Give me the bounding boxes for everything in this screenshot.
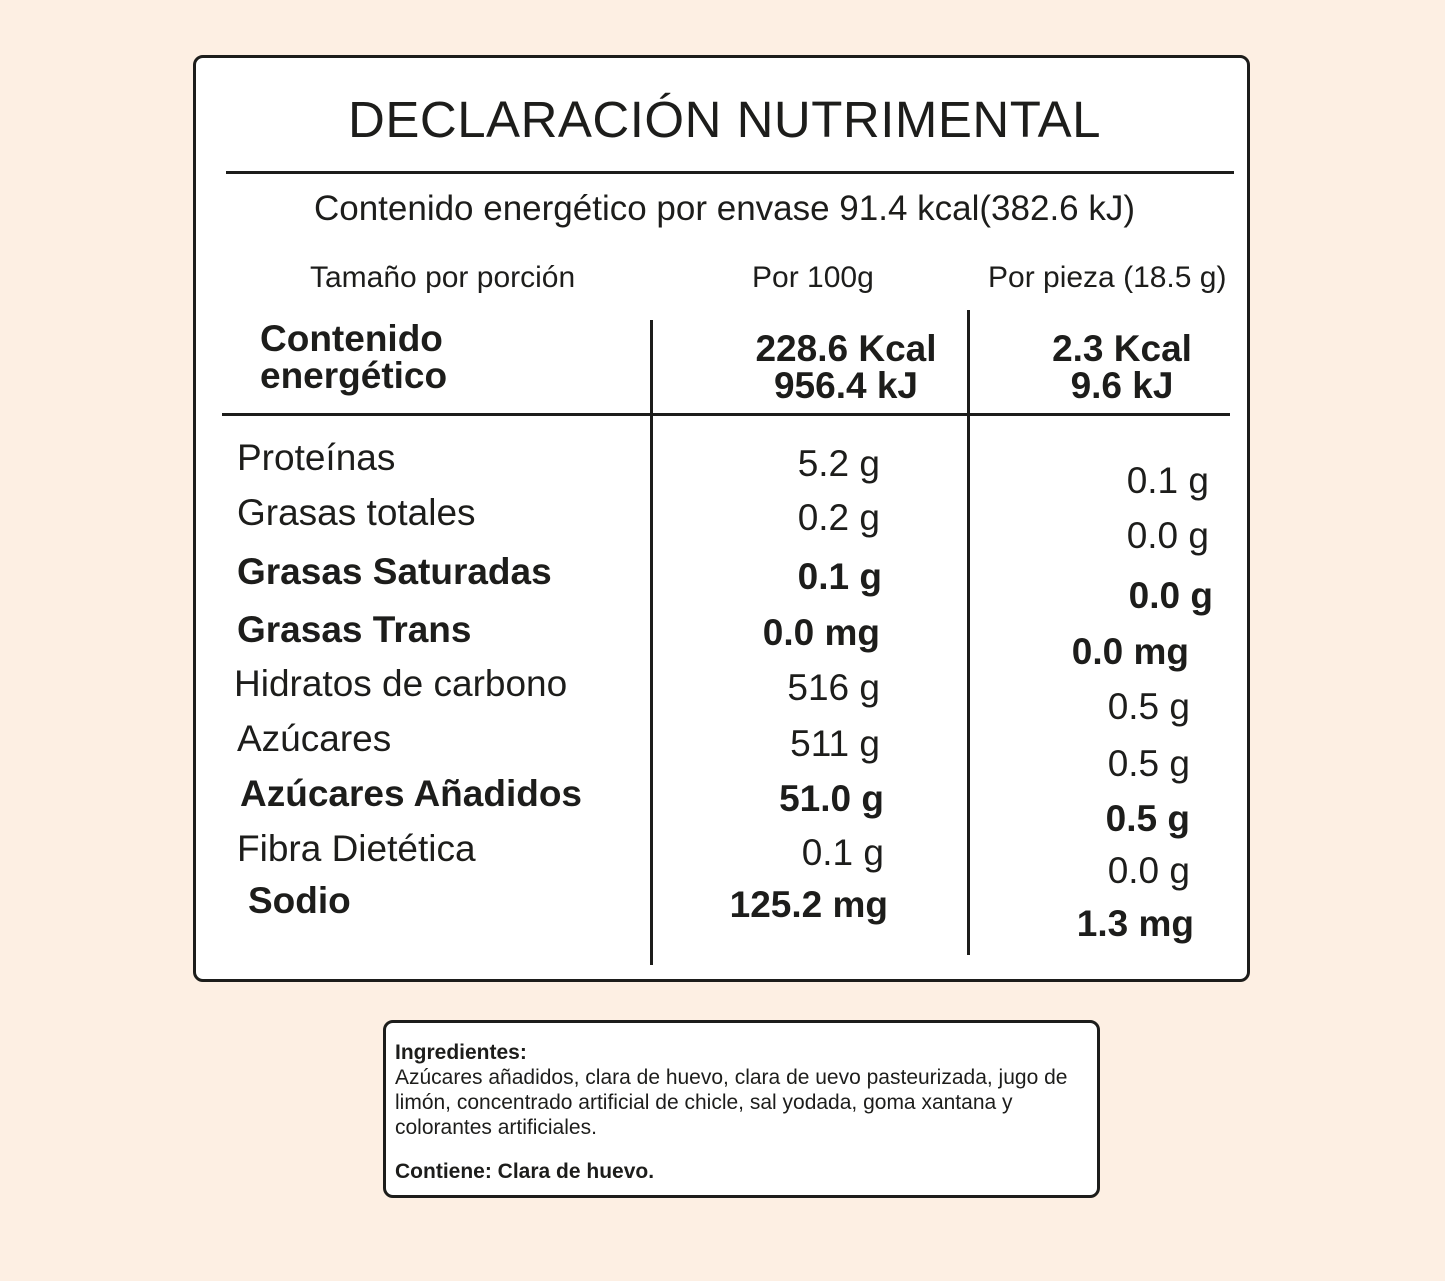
row-100g-grasas-trans: 0.0 mg [762, 612, 880, 653]
row-100g-azucares: 511 g [790, 723, 880, 764]
ingredients-box [383, 1020, 1100, 1198]
row-100g-grasas-totales: 0.2 g [797, 497, 880, 538]
energy-label [260, 320, 447, 394]
row-100g-sodio: 125.2 mg [729, 884, 888, 925]
energy-per-100g-kj: 956.4 kJ [773, 365, 919, 406]
row-label-proteinas: Proteínas [237, 437, 396, 478]
serving-size-label: Tamaño por porción [310, 261, 576, 294]
row-label-fibra: Fibra Dietética [237, 828, 476, 869]
row-piece-azucares: 0.5 g [1107, 743, 1190, 784]
nutrition-facts-panel [193, 55, 1250, 982]
row-label-azucares: Azúcares [237, 718, 392, 759]
row-label-grasas-trans: Grasas Trans [237, 609, 472, 650]
energy-per-100g-kcal: 228.6 Kcal [755, 328, 937, 369]
row-piece-fibra: 0.0 g [1107, 850, 1190, 891]
nutrition-title: DECLARACIÓN NUTRIMENTAL [348, 91, 1101, 148]
title-divider [226, 171, 1234, 174]
row-100g-hidratos: 516 g [787, 667, 880, 708]
row-label-hidratos: Hidratos de carbono [234, 663, 568, 704]
energy-per-piece-kj: 9.6 kJ [1070, 365, 1174, 406]
energy-divider [222, 413, 1230, 416]
row-label-azucares-anadidos: Azúcares Añadidos [240, 773, 582, 814]
energy-per-piece-kcal: 2.3 Kcal [1052, 328, 1192, 369]
row-label-sodio: Sodio [248, 880, 351, 921]
energy-label-line1: Contenido [260, 318, 443, 359]
row-100g-grasas-saturadas: 0.1 g [797, 556, 882, 597]
row-100g-proteinas: 5.2 g [797, 443, 880, 484]
per-piece-header: Por pieza (18.5 g) [988, 261, 1227, 294]
ingredients-heading: Ingredientes: [395, 1041, 527, 1064]
row-piece-proteinas: 0.1 g [1126, 460, 1209, 501]
energy-per-100g [696, 330, 996, 404]
row-piece-azucares-anadidos: 0.5 g [1105, 798, 1190, 839]
energy-label-line2: energético [260, 355, 448, 396]
allergen-contains: Contiene: Clara de huevo. [395, 1160, 655, 1183]
row-piece-grasas-saturadas: 0.0 g [1128, 575, 1213, 616]
ingredients-text: Azúcares añadidos, clara de huevo, clara de uevo pasteurizada, jugo de limón, concentrado artificial de chicle, sal yodada, goma xantana y colorantes artificiales. [395, 1066, 1068, 1139]
row-piece-grasas-trans: 0.0 mg [1071, 631, 1189, 672]
energy-per-package: Contenido energético por envase 91.4 kcal(382.6 kJ) [313, 189, 1136, 228]
energy-per-piece [972, 330, 1272, 404]
per-100g-header: Por 100g [752, 261, 874, 294]
row-piece-grasas-totales: 0.0 g [1126, 515, 1209, 556]
row-label-grasas-saturadas: Grasas Saturadas [237, 551, 552, 592]
row-100g-azucares-anadidos: 51.0 g [779, 778, 884, 819]
row-piece-sodio: 1.3 mg [1076, 903, 1194, 944]
ingredients-content [395, 1040, 1100, 1140]
row-100g-fibra: 0.1 g [801, 832, 884, 873]
row-label-grasas-totales: Grasas totales [237, 492, 476, 533]
row-piece-hidratos: 0.5 g [1107, 686, 1190, 727]
